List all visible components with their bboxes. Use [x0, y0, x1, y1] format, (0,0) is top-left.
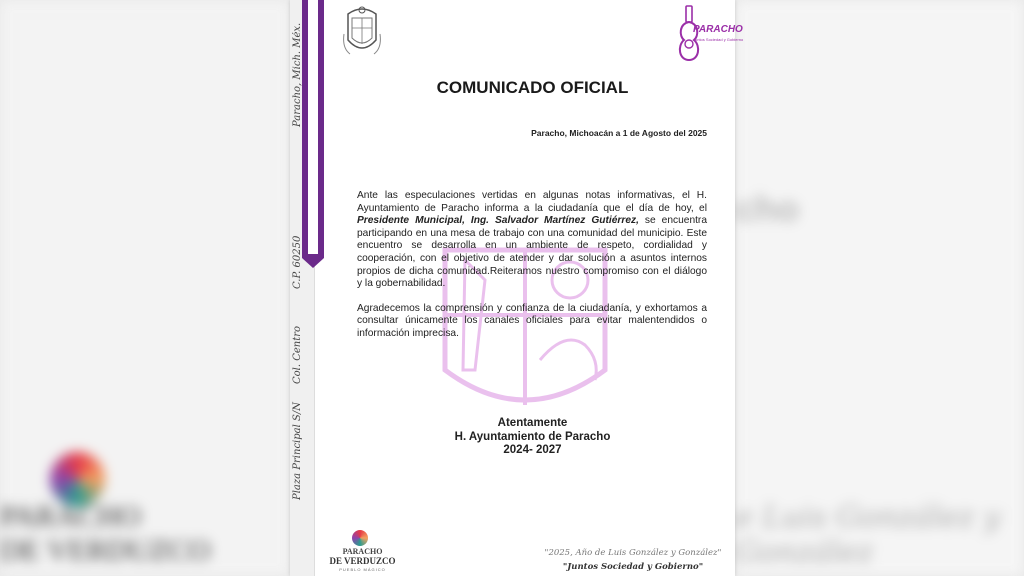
header-logo-subtext: Juntos Sociedad y Gobierno — [693, 37, 744, 42]
background-left-panel — [0, 0, 290, 576]
paragraph-1-end: se encuentra participando en una mesa de trabajo con una comunidad del municipio. Este encuentro se desarrolla en un ambiente de respeto, cordialidad y cooperación, con el objetivo de atender y dar solución a asuntos internos propios de dicha comunidad.Reiteramos nuestro compromiso con el diálogo y la gobernabilidad. — [357, 215, 707, 290]
background-right-panel — [735, 0, 1024, 576]
document-title: COMUNICADO OFICIAL — [436, 78, 629, 97]
footer-logo-line1: PARACHO — [342, 547, 383, 556]
paragraph-1-start: Ante las especulaciones vertidas en algunas notas informativas, el H. Ayuntamiento de Paracho informa a la ciudadanía que el día de hoy, el — [357, 190, 707, 214]
strip-city: Paracho, Mich. Méx. — [292, 22, 303, 128]
footer-logo — [325, 530, 400, 576]
footer-motto: "Juntos Sociedad y Gobierno" — [562, 562, 704, 572]
background-right-bottom-text: e Luis González y González — [735, 500, 1001, 570]
footer-logo-line2: DE VERDUZCO — [329, 556, 396, 566]
paracho-guitar-logo — [675, 4, 744, 62]
document-body — [357, 190, 707, 353]
flower-logo-icon — [352, 530, 368, 546]
closing-period: 2024- 2027 — [503, 444, 562, 456]
paragraph-2: Agradecemos la comprensión y confianza de la ciudadanía, y exhortamos a consultar únicamente los canales oficiales para evitar malentendidos o información imprecisa. — [357, 302, 707, 339]
president-name: Presidente Municipal, Ing. Salvador Martínez Gutiérrez, — [357, 215, 639, 227]
strip-postal-code: C.P. 60250 — [292, 235, 303, 289]
background-logo-text — [0, 500, 210, 568]
closing-institution: H. Ayuntamiento de Paracho — [454, 430, 611, 443]
background-logo-line1: PARACHO — [0, 500, 141, 533]
paragraph-1 — [357, 190, 707, 291]
footer-logo-line3: PUEBLO MÁGICO — [339, 567, 386, 572]
background-right-top-text: cho — [735, 188, 800, 229]
background-logo-line2: DE VERDUZCO — [0, 534, 211, 567]
document-date: Paracho, Michoacán a 1 de Agosto del 2025 — [531, 128, 707, 138]
header-logo-text: PARACHO — [693, 24, 743, 35]
background-flower-logo — [50, 452, 105, 507]
strip-address: Plaza Principal S/N — [292, 402, 303, 500]
document-page — [290, 0, 744, 576]
footer-slogan: "2025, Año de Luis González y González" — [544, 548, 722, 558]
strip-colonia: Col. Centro — [292, 325, 303, 385]
signature-block — [365, 417, 700, 458]
closing-greeting: Atentamente — [497, 417, 568, 429]
coat-of-arms-icon — [342, 4, 382, 60]
